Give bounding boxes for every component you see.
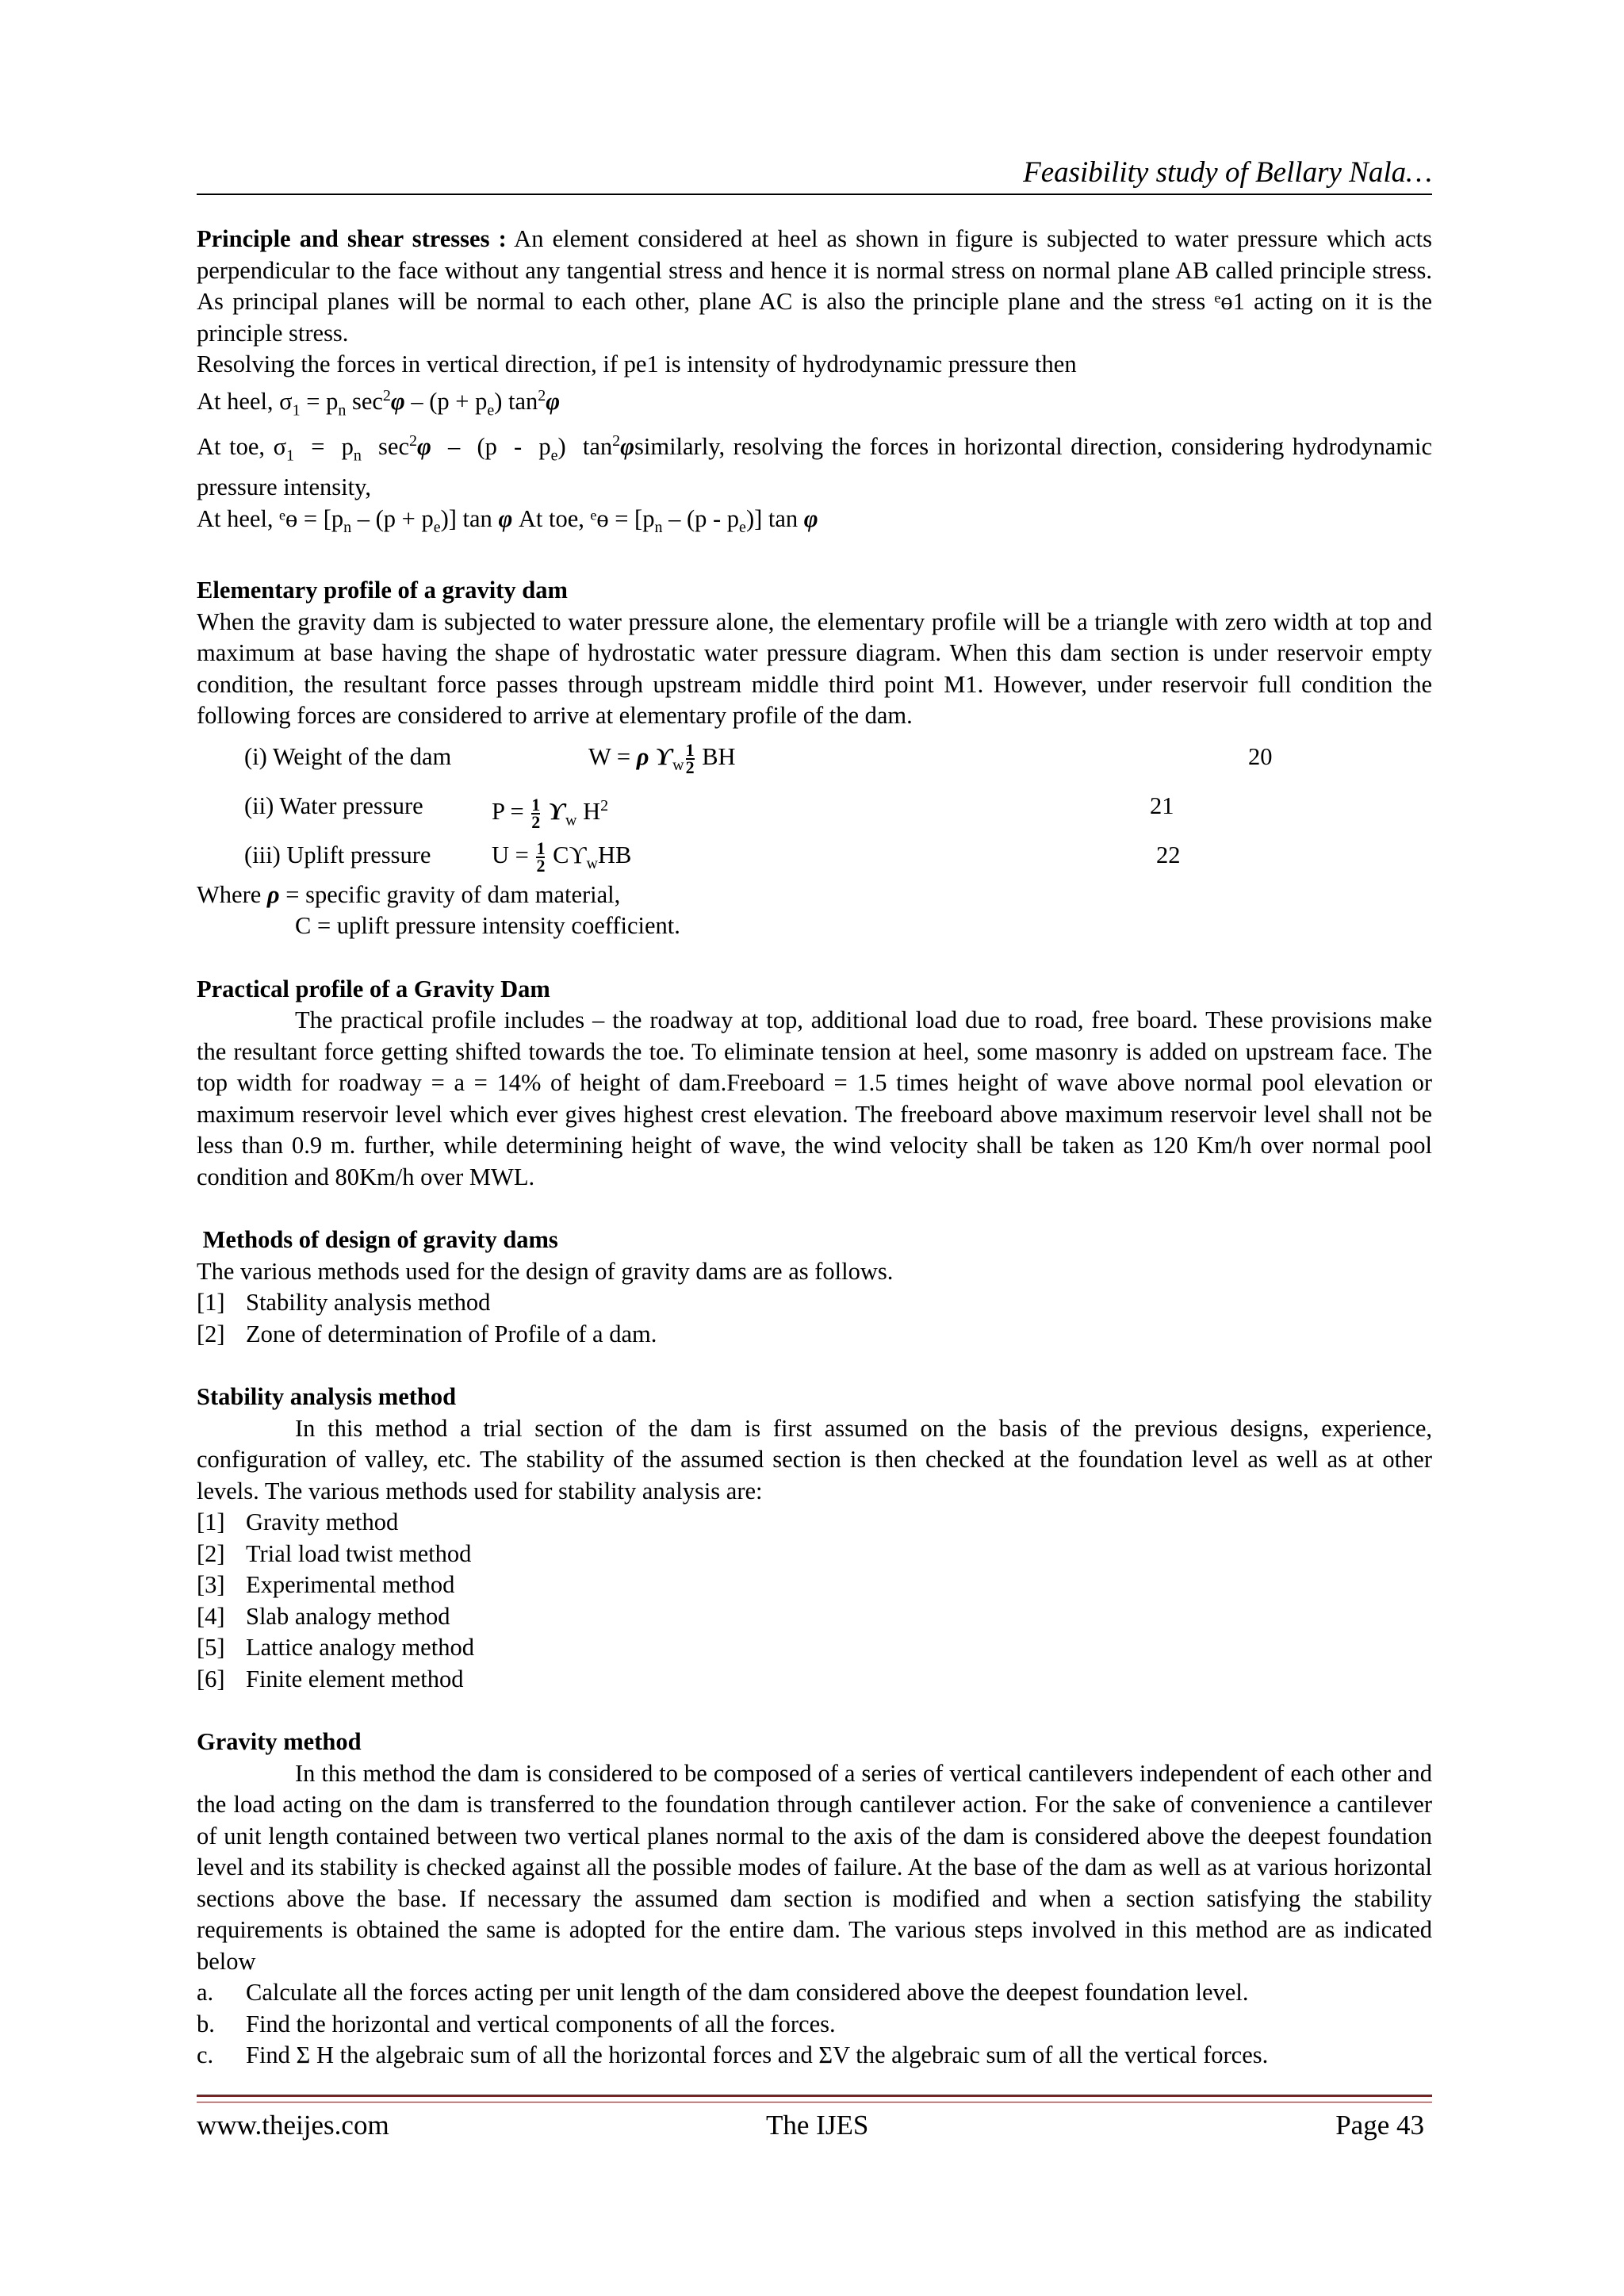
page-number: Page 43 [1335, 2110, 1424, 2141]
list-item: [5] Lattice analogy method [197, 1634, 474, 1662]
footer-rule [197, 2095, 1432, 2097]
page-footer [197, 2110, 1432, 2145]
principle-heading: Principle and shear stresses : [197, 225, 507, 252]
list-item: c. Find Σ H the algebraic sum of all the horizontal forces and ΣV the algebraic sum of all the vertical forces. [197, 2041, 1269, 2069]
practical-body: The practical profile includes – the roadway at top, additional load due to road, free board. These provisions make the resultant force getting shifted towards the toe. To eliminate tension at heel, some masonry is added on upstream face. The top width for roadway = a = 14% of height of dam.Freeboard = 1.5 times height of wave above normal pool elevation or maximum reservoir level which ever gives highest crest elevation. The freeboard above maximum reservoir level shall not be less than 0.9 m. further, while determining height of wave, the wind velocity shall be taken as 120 Km/h over normal pool condition and 80Km/h over MWL. [197, 1006, 1432, 1190]
principle-body: An element considered at heel as shown in figure is subjected to water pressure which acts perpendicular to the face without any tangential stress and hence it is normal stress on normal plane AB called principle stress. As principal planes will be normal to each other, plane AC is also the principle plane and the stress ᵉɵ1 acting on it is the principle stress. [197, 225, 1432, 347]
running-header: Feasibility study of Bellary Nala… [1023, 156, 1432, 189]
eq3-label: (iii) Uplift pressure [244, 841, 431, 868]
list-item: [3] Experimental method [197, 1571, 455, 1599]
heel-equation: At heel, $\sigma_1 = p_n$ $\sec^2\varphi - (p + p_e)$ $\tan^2\varphi$ [197, 386, 561, 419]
list-item: [1] Gravity method [197, 1508, 399, 1536]
list-item: a. Calculate all the forces acting per unit length of the dam considered above the deepest foundation level. [197, 1979, 1249, 2007]
list-item: [6] Finite element method [197, 1665, 464, 1692]
header-rule [197, 194, 1432, 195]
eq1-formula: W = ρ $ϒ_w$ $\frac{1}{2}$ BH [588, 739, 736, 777]
toe-equation: At toe, $\sigma_1 = p_n$ $\sec^2\varphi - (p - p_e)$ $\tan^2\varphi similarly$, resolving the forces in horizontal direction, considering hydrodynamic pressure intensity, [197, 432, 1432, 500]
methods-intro: The various methods used for the design of gravity dams are as follows. [197, 1257, 894, 1285]
methods-list [197, 1287, 1432, 1350]
eq1-label: (i) Weight of the dam [244, 742, 452, 770]
equation-20 [197, 732, 1432, 781]
equation-21 [197, 781, 1432, 830]
gravity-steps [197, 1977, 1432, 2072]
list-item: [4] Slab analogy method [197, 1602, 450, 1630]
eq2-formula: P = $\frac{1}{2}$ $ϒ_w$ $H^2$ [492, 794, 609, 832]
page-content [197, 224, 1432, 2072]
list-item: b. Find the horizontal and vertical components of all the forces. [197, 2010, 836, 2037]
stability-list [197, 1507, 1432, 1695]
where-line-2: C = uplift pressure intensity coefficient. [295, 912, 680, 940]
eq1-number: 20 [1248, 742, 1273, 770]
gravity-heading: Gravity method [197, 1728, 362, 1756]
methods-heading: Methods of design of gravity dams [197, 1226, 558, 1254]
elementary-body: When the gravity dam is subjected to water pressure alone, the elementary profile will be a triangle with zero width at top and maximum at base having the shape of hydrostatic water pressure diagram. When this dam section is under reservoir empty condition, the resultant force passes through upstream middle third point M1. However, under reservoir full condition the following forces are considered to arrive at elementary profile of the dam. [197, 608, 1432, 730]
gravity-body: In this method the dam is considered to be composed of a series of vertical cantilevers independent of each other and the load acting on the dam is transferred to the foundation through cantilever action. For the sake of convenience a cantilever of unit length contained between two vertical planes normal to the axis of the dam is considered above the deepest foundation level and its stability is checked against all the possible modes of failure. At the base of the dam as well as at various horizontal sections above the base. If necessary the assumed dam section is modified and when a section satisfying the stability requirements is obtained the same is adopted for the entire dam. The various steps involved in this method are as indicated below [197, 1759, 1432, 1975]
resolving-text: Resolving the forces in vertical direction, if pe1 is intensity of hydrodynamic pressure then [197, 351, 1077, 378]
list-item: [2] Zone of determination of Profile of a dam. [197, 1320, 657, 1347]
footer-website: www.theijes.com [197, 2110, 389, 2141]
eq3-number: 22 [1156, 841, 1181, 868]
list-item: [1] Stability analysis method [197, 1289, 491, 1317]
where-line-1: Where ρ = specific gravity of dam material, [197, 880, 621, 908]
principle-paragraph [197, 224, 1432, 349]
footer-journal: The IJES [766, 2110, 869, 2141]
elementary-heading: Elementary profile of a gravity dam [197, 577, 568, 604]
stability-heading: Stability analysis method [197, 1383, 457, 1411]
eq2-label: (ii) Water pressure [244, 792, 423, 819]
practical-heading: Practical profile of a Gravity Dam [197, 975, 550, 1002]
shear-equations: At heel, ᵉɵ = $[p_n - (p + p_e)]$ tan φ At toe, ᵉɵ = $[p_n - (p - p_e)]$ tan φ [197, 504, 818, 536]
equation-22 [197, 830, 1432, 880]
stability-body: In this method a trial section of the dam is first assumed on the basis of the previous designs, experience, configuration of valley, etc. The stability of the assumed section is then checked at the foundation level as well as at other levels. The various methods used for stability analysis are: [197, 1414, 1432, 1504]
list-item: [2] Trial load twist method [197, 1539, 472, 1567]
eq2-number: 21 [1150, 792, 1174, 819]
eq3-formula: U = $\frac{1}{2}$ $Cϒ_wHB$ [492, 838, 632, 876]
